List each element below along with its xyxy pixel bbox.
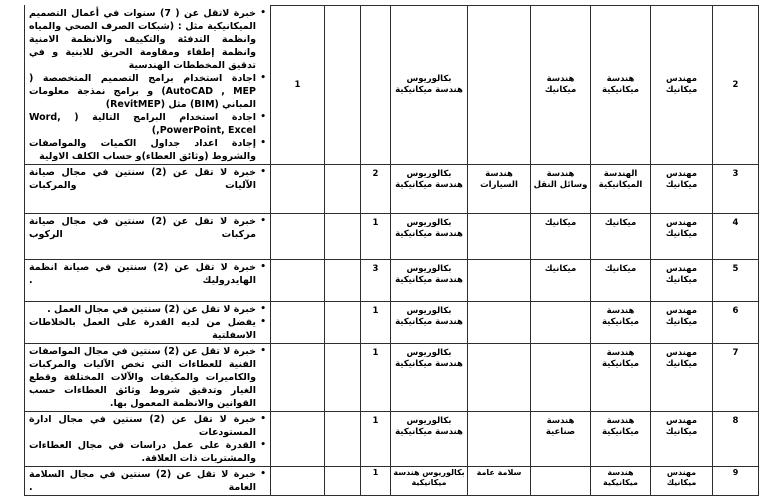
cell-row-number: 5 [713, 260, 759, 302]
table-row [25, 165, 759, 214]
cell-specialization-1: ميكانيك [591, 260, 651, 302]
cell-count-c [271, 214, 325, 260]
requirement-item: • خبرة لا تقل عن (2) سنتين في مجال صيانة مركبات الركوب [29, 215, 256, 241]
requirements-table [24, 5, 759, 496]
requirements-list [29, 7, 267, 163]
cell-degree: بكالوريوس هندسة ميكانيكية [391, 344, 468, 412]
cell-count-b [325, 165, 361, 214]
table-row [25, 302, 759, 344]
cell-specialization-3 [468, 260, 531, 302]
cell-specialization-2: هندسة وسائل النقل [531, 165, 591, 214]
requirements-list [29, 215, 267, 241]
requirements-list [29, 413, 267, 465]
cell-degree: بكالوريوس هندسة ميكانيكية [391, 412, 468, 467]
cell-requirements [25, 467, 271, 496]
cell-count-b [325, 302, 361, 344]
cell-degree: بكالوريوس هندسة ميكانيكية [391, 302, 468, 344]
cell-specialization-2: ميكانيك [531, 214, 591, 260]
table-row [25, 260, 759, 302]
cell-count-c [271, 467, 325, 496]
cell-degree: بكالوريوس هندسة ميكانيكية [391, 214, 468, 260]
cell-specialization-3: هندسة السيارات [468, 165, 531, 214]
cell-row-number: 3 [713, 165, 759, 214]
requirement-item: • اجادة استخدام البرامج التالية ( Word, PowerPoint, Excel,) [29, 111, 256, 137]
requirements-list [29, 166, 267, 192]
cell-row-number: 4 [713, 214, 759, 260]
cell-count-a: 3 [361, 260, 391, 302]
table-row [25, 467, 759, 496]
cell-count-a: 1 [361, 467, 391, 496]
requirement-item: • خبرة لا تقل عن (2) سنتين في مجال ادارة المستودعات [29, 413, 256, 439]
cell-count-b [325, 344, 361, 412]
cell-count-c: 1 [271, 6, 325, 165]
requirements-list [29, 303, 267, 342]
cell-row-number: 2 [713, 6, 759, 165]
cell-specialization-3 [468, 6, 531, 165]
cell-job-title: مهندس ميكانيك [651, 214, 713, 260]
cell-specialization-3 [468, 412, 531, 467]
cell-count-c [271, 344, 325, 412]
requirement-item: • خبرة لا تقل عن (2) سنتين في مجال صيانة الآليات والمركبات [29, 166, 256, 192]
cell-requirements [25, 165, 271, 214]
requirement-item: • خبرة لا تقل عن (2) سنتين في مجال العمل . [29, 303, 256, 316]
table-row [25, 344, 759, 412]
cell-count-a: 2 [361, 165, 391, 214]
cell-specialization-2: هندسة ميكانيك [531, 6, 591, 165]
table-row [25, 214, 759, 260]
cell-specialization-3 [468, 214, 531, 260]
cell-job-title: مهندس ميكانيك [651, 260, 713, 302]
cell-count-c [271, 165, 325, 214]
table-row [25, 412, 759, 467]
cell-specialization-2 [531, 344, 591, 412]
cell-count-b [325, 467, 361, 496]
cell-specialization-1: هندسة ميكانيكية [591, 6, 651, 165]
cell-specialization-1: هندسة ميكانيكية [591, 467, 651, 496]
cell-degree: بكالوريوس هندسة ميكانيكية [391, 6, 468, 165]
cell-degree: بكالوريوس هندسة ميكانيكية [391, 260, 468, 302]
cell-count-a: 1 [361, 412, 391, 467]
cell-row-number: 8 [713, 412, 759, 467]
requirements-list [29, 261, 267, 287]
cell-specialization-3: سلامة عامة [468, 467, 531, 496]
requirements-list [29, 345, 267, 410]
cell-specialization-1: هندسة ميكانيكية [591, 302, 651, 344]
cell-requirements [25, 344, 271, 412]
cell-count-a [361, 6, 391, 165]
requirement-item: • يفضل من لديه القدرة على العمل بالخلاطات الاسفلتية [29, 316, 256, 342]
cell-job-title: مهندس ميكانيك [651, 467, 713, 496]
cell-row-number: 6 [713, 302, 759, 344]
cell-specialization-3 [468, 302, 531, 344]
cell-count-b [325, 412, 361, 467]
cell-count-c [271, 412, 325, 467]
cell-count-a: 1 [361, 302, 391, 344]
cell-row-number: 9 [713, 467, 759, 496]
cell-specialization-1: الهندسة الميكانيكية [591, 165, 651, 214]
cell-requirements [25, 260, 271, 302]
cell-specialization-3 [468, 344, 531, 412]
cell-job-title: مهندس ميكانيك [651, 302, 713, 344]
cell-specialization-1: هندسة ميكانيكية [591, 344, 651, 412]
cell-count-b [325, 214, 361, 260]
cell-job-title: مهندس ميكانيك [651, 165, 713, 214]
cell-requirements [25, 412, 271, 467]
cell-job-title: مهندس ميكانيك [651, 6, 713, 165]
requirement-item: • خبرة لا تقل عن (2) سنتين في مجال المواصفات الفنية للعطاءات التي تخص الآليات والمركبات والكاميرات والمكيفات والآلات المختلفة وقطع الغيار وتدقيق شروط وثائق العطاءات حسب القوانين والانظمة المعمول بها. [29, 345, 256, 410]
cell-job-title: مهندس ميكانيك [651, 412, 713, 467]
cell-specialization-2: هندسة صناعية [531, 412, 591, 467]
cell-count-b [325, 6, 361, 165]
cell-row-number: 7 [713, 344, 759, 412]
requirement-item: • إجادة اعداد جداول الكميات والمواصفات والشروط (وثائق العطاء)و حساب الكلف الاولية [29, 137, 256, 163]
cell-specialization-1: ميكانيك [591, 214, 651, 260]
cell-requirements [25, 214, 271, 260]
cell-count-b [325, 260, 361, 302]
requirement-item: • خبرة لاتقل عن ( 7) سنوات في أعمال التصميم الميكانيكية مثل : (شبكات الصرف الصحي والمياه وانظمة التدفئة والتكييف والانظمة الامنية وانظمة إطفاء ومقاومة الحريق للابنية و في تدقيق المخططات الهندسية [29, 7, 256, 72]
cell-requirements [25, 302, 271, 344]
cell-count-a: 1 [361, 344, 391, 412]
cell-count-c [271, 302, 325, 344]
requirement-item: • القدرة على عمل دراسات في مجال العطاءات والمشتريات ذات العلاقة. [29, 439, 256, 465]
table-row [25, 6, 759, 165]
requirements-list [29, 468, 267, 494]
requirement-item: • خبرة لا تقل عن (2) سنتين في صيانة انظمة الهايدروليك . [29, 261, 256, 287]
cell-specialization-2 [531, 467, 591, 496]
cell-degree: بكالوريوس هندسة ميكانيكية [391, 165, 468, 214]
cell-specialization-2 [531, 302, 591, 344]
cell-degree: بكالوريوس هندسة ميكانيكية [391, 467, 468, 496]
cell-specialization-1: هندسة ميكانيكية [591, 412, 651, 467]
cell-requirements [25, 6, 271, 165]
cell-job-title: مهندس ميكانيك [651, 344, 713, 412]
cell-specialization-2: ميكانيك [531, 260, 591, 302]
requirement-item: • خبرة لا تقل عن (2) سنتين في مجال السلامة العامة . [29, 468, 256, 494]
cell-count-a: 1 [361, 214, 391, 260]
requirement-item: • اجادة استخدام برامج التصميم المتخصصة ( AutoCAD , MEP) و برامج نمذجة معلومات المباني (BIM) مثل (RevitMEP) [29, 72, 256, 111]
cell-count-c [271, 260, 325, 302]
